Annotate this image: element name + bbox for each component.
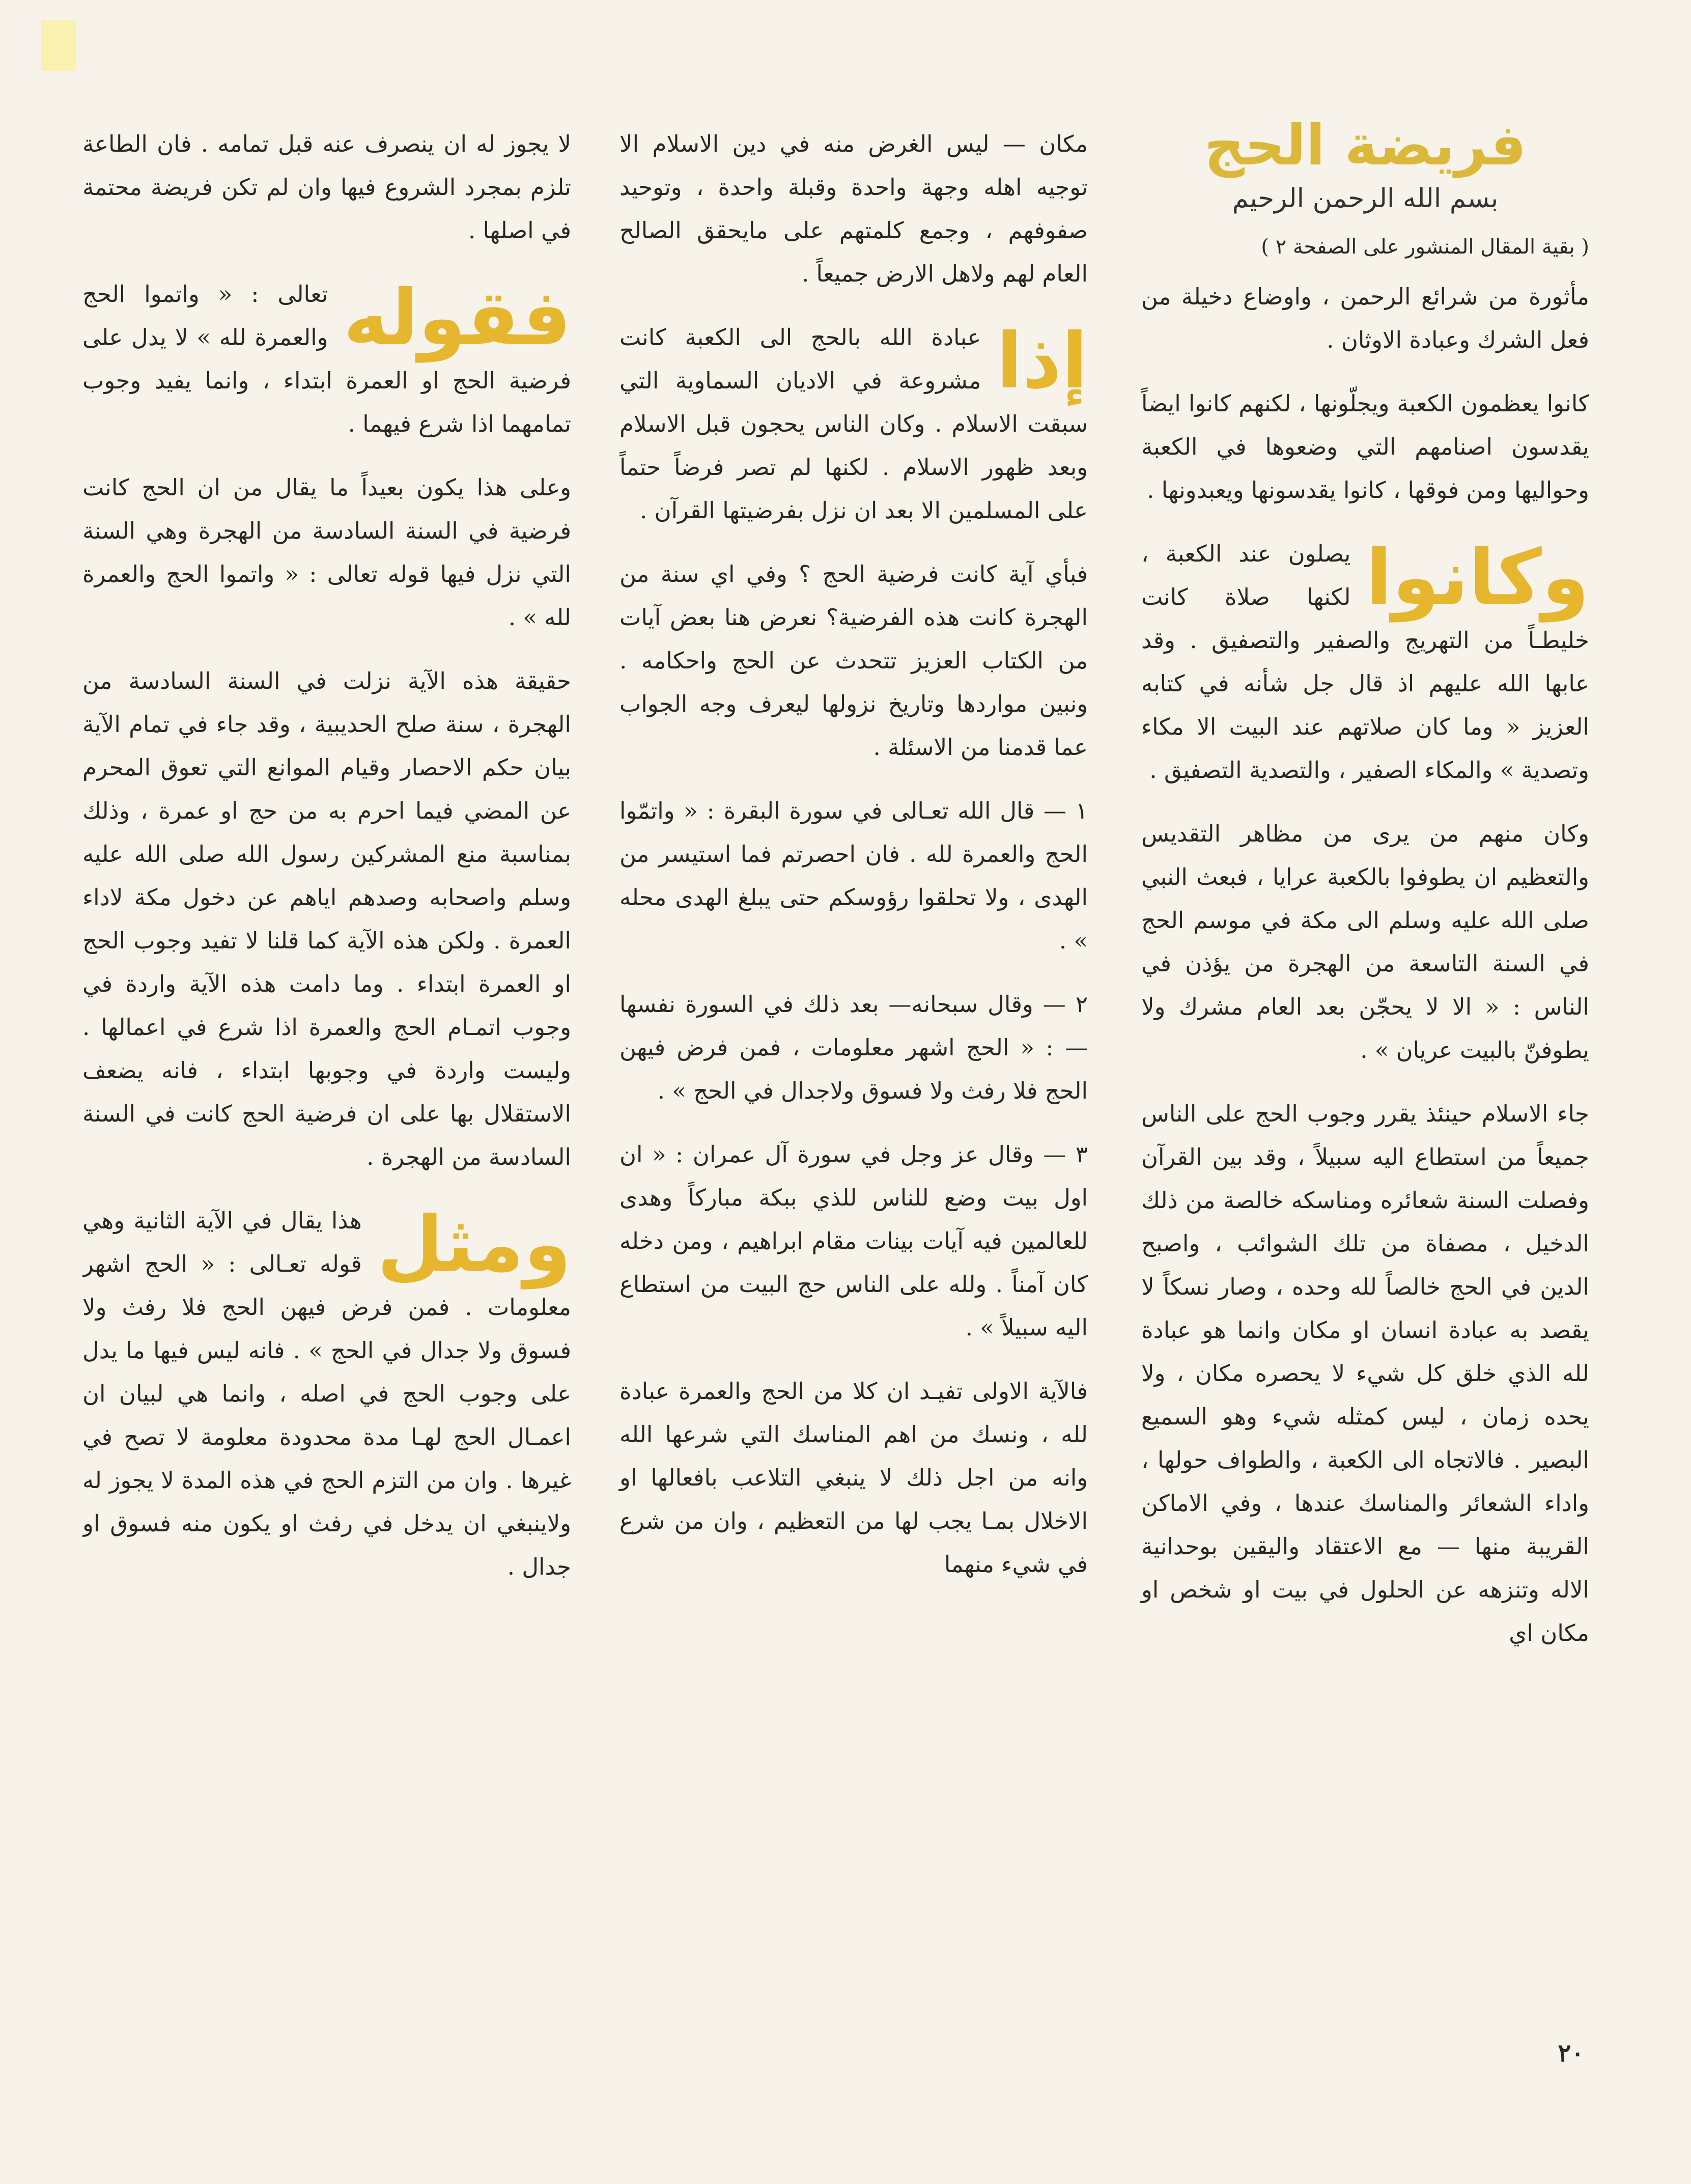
paragraph bbox=[82, 1199, 571, 1588]
paragraph: ١ — قال الله تعـالى في سورة البقرة : « واتمّوا الحج والعمرة لله . فان احصرتم فما استيسر من الهدى ، ولا تحلقوا رؤوسكم حتى يبلغ الهدى محله » . bbox=[619, 797, 1088, 954]
paragraph bbox=[82, 272, 571, 445]
paragraph: حقيقة هذه الآية نزلت في السنة السادسة من الهجرة ، سنة صلح الحديبية ، وقد جاء في تمام الآية بيان حكم الاحصار وقيام الموانع التي تعوق المحرم عن المضي فيما احرم به من حج او عمرة ، وذلك بمناسبة منع المشركين رسول الله صلى الله عليه وسلم واصحابه وصدهم اياهم عن دخول مكة لاداء العمرة . ولكن هذه الآية كما قلنا لا تفيد وجوب الحج او العمرة ابتداء . وما دامت هذه الآية واردة في وجوب اتمـام الحج والعمرة اذا شرع في اعمالها . وليست واردة في وجوبها ابتداء ، فانه يضعف الاستقلال بها على ان فرضية الحج كانت في السنة السادسة من الهجرة . bbox=[82, 667, 571, 1170]
continuation-note: ( بقية المقال المنشور على الصفحة ٢ ) bbox=[1261, 235, 1589, 259]
paragraph-text: تعالى : « واتموا الحج والعمرة لله » لا يدل على فرضية الحج او العمرة ابتداء ، وانما يفيد وجوب تمامهما اذا شرع فيهما . bbox=[82, 281, 571, 437]
column-left bbox=[82, 122, 571, 1609]
paragraph: ٣ — وقال عز وجل في سورة آل عمران : « ان اول بيت وضع للناس للذي ببكة مباركاً وهدى للعالمين فيه آيات بينات مقام ابراهيم ، ومن دخله كان آمناً . ولله على الناس حج البيت من استطاع اليه سبيلاً » . bbox=[619, 1141, 1088, 1341]
paragraph: جاء الاسلام حينئذ يقرر وجوب الحج على الناس جميعاً من استطاع اليه سبيلاً ، وقد بين القرآن وفصلت السنة شعائره ومناسكه خالصة من ذلك الدخيل ، مصفاة من تلك الشوائب ، واصبح الدين في الحج خالصاً لله وحده ، وصار نسكاً لا يقصد به عبادة انسان او مكان وانما هو عبادة لله الذي خلق كل شيء لا يحصره مكان ، ولا يحده زمان ، ليس كمثله شيء وهو السميع البصير . فالاتجاه الى الكعبة ، والطواف حولها ، واداء الشعائر والمناسك عندها ، وفي الاماكن القريبة منها — مع الاعتقاد واليقين بوحدانية الاله وتنزهه عن الحلول في بيت او شخص او مكان اي bbox=[1141, 1100, 1589, 1646]
paragraph: وعلى هذا يكون بعيداً ما يقال من ان الحج كانت فرضية في السنة السادسة من الهجرة وهي السنة التي نزل فيها قوله تعالى : « واتموا الحج والعمرة لله » . bbox=[82, 474, 571, 631]
paragraph: كانوا يعظمون الكعبة ويجلّونها ، لكنهم كانوا ايضاً يقدسون اصنامهم التي وضعوها في الكعبة وحواليها ومن فوقها ، كانوا يقدسونها ويعبدونها . bbox=[1141, 390, 1589, 503]
paragraph: مأثورة من شرائع الرحمن ، واوضاع دخيلة من فعل الشرك وعبادة الاوثان . bbox=[1141, 283, 1589, 353]
paragraph: مكان — ليس الغرض منه في دين الاسلام الا توجيه اهله وجهة واحدة وقبلة واحدة ، وتوحيد صفوفهم ، وجمع كلمتهم على مايحقق الصالح العام لهم ولاهل الارض جميعاً . bbox=[619, 130, 1088, 287]
paragraph: ٢ — وقال سبحانه— بعد ذلك في السورة نفسها — : « الحج اشهر معلومات ، فمن فرض فيهن الحج فلا رفث ولا فسوق ولاجدال في الحج » . bbox=[619, 991, 1088, 1104]
paragraph: لا يجوز له ان ينصرف عنه قبل تمامه . فان الطاعة تلزم بمجرد الشروع فيها وان لم تكن فريضة محتمة في اصلها . bbox=[82, 130, 571, 244]
dropcap: إذا bbox=[996, 317, 1088, 406]
basmala: بسم الله الرحمن الرحيم bbox=[1232, 183, 1499, 214]
paragraph-text: يصلون عند الكعبة ، لكنها صلاة كانت خليطـاً من التهريج والصفير والتصفيق . وقد عابها الله عليهم اذ قال جل شأنه في كتابه العزيز « وما كان صلاتهم عند البيت الا مكاء وتصدية » والمكاء الصفير ، والتصدية التصفيق . bbox=[1141, 540, 1589, 783]
column-right bbox=[1141, 112, 1589, 1675]
paragraph: فالآية الاولى تفيـد ان كلا من الحج والعمرة عبادة لله ، ونسك من اهم المناسك التي شرعها الله وانه من اجل ذلك لا ينبغي التلاعب بافعالها او الاخلال بمـا يجب لها من التعظيم ، وان من شرع في شيء منهما bbox=[619, 1378, 1088, 1578]
article-header bbox=[1141, 112, 1589, 219]
paragraph-text: عبادة الله بالحج الى الكعبة كانت مشروعة في الاديان السماوية التي سبقت الاسلام . وكان الناس يحجون قبل الاسلام وبعد ظهور الاسلام . لكنها لم تصر فرضاً حتماً على المسلمين الا بعد ان نزل بفرضيتها القرآن . bbox=[619, 324, 1088, 524]
dropcap: فقوله bbox=[343, 274, 571, 362]
paragraph bbox=[619, 316, 1088, 532]
column-middle bbox=[619, 122, 1088, 1606]
yellow-corner-mark bbox=[41, 20, 76, 71]
dropcap: وكانوا bbox=[1366, 534, 1589, 622]
paragraph: وكان منهم من يرى من مظاهر التقديس والتعظيم ان يطوفوا بالكعبة عرايا ، فبعث النبي صلى الله عليه وسلم الى مكة في موسم الحج في السنة التاسعة من الهجرة من يؤذن في الناس : « الا لا يحجّن بعد العام مشرك ولا يطوفنّ بالبيت عريان » . bbox=[1141, 820, 1589, 1063]
page-number: ٢٠ bbox=[1558, 2039, 1584, 2067]
paragraph-text: هذا يقال في الآية الثانية وهي قوله تعـالى : « الحج اشهر معلومات . فمن فرض فيهن الحج فلا رفث ولا فسوق ولا جدال في الحج » . فانه ليس فيها ما يدل على وجوب الحج في اصله ، وانما هي لبيان ان اعمـال الحج لهـا مدة محدودة معلومة لا تصح في غيرها . وان من التزم الحج في هذه المدة لا يجوز له ولاينبغي ان يدخل في رفث او يكون منه فسوق او جدال . bbox=[82, 1207, 571, 1580]
paragraph: فبأي آية كانت فرضية الحج ؟ وفي اي سنة من الهجرة كانت هذه الفرضية؟ نعرض هنا بعض آيات من الكتاب العزيز تتحدث عن الحج واحكامه . ونبين مواردها وتاريخ نزولها ليعرف وجه الجواب عما قدمنا من الاسئلة . bbox=[619, 561, 1088, 761]
paragraph bbox=[1141, 532, 1589, 792]
dropcap: ومثل bbox=[377, 1200, 571, 1289]
article-title: فريضة الحج bbox=[1204, 113, 1527, 178]
